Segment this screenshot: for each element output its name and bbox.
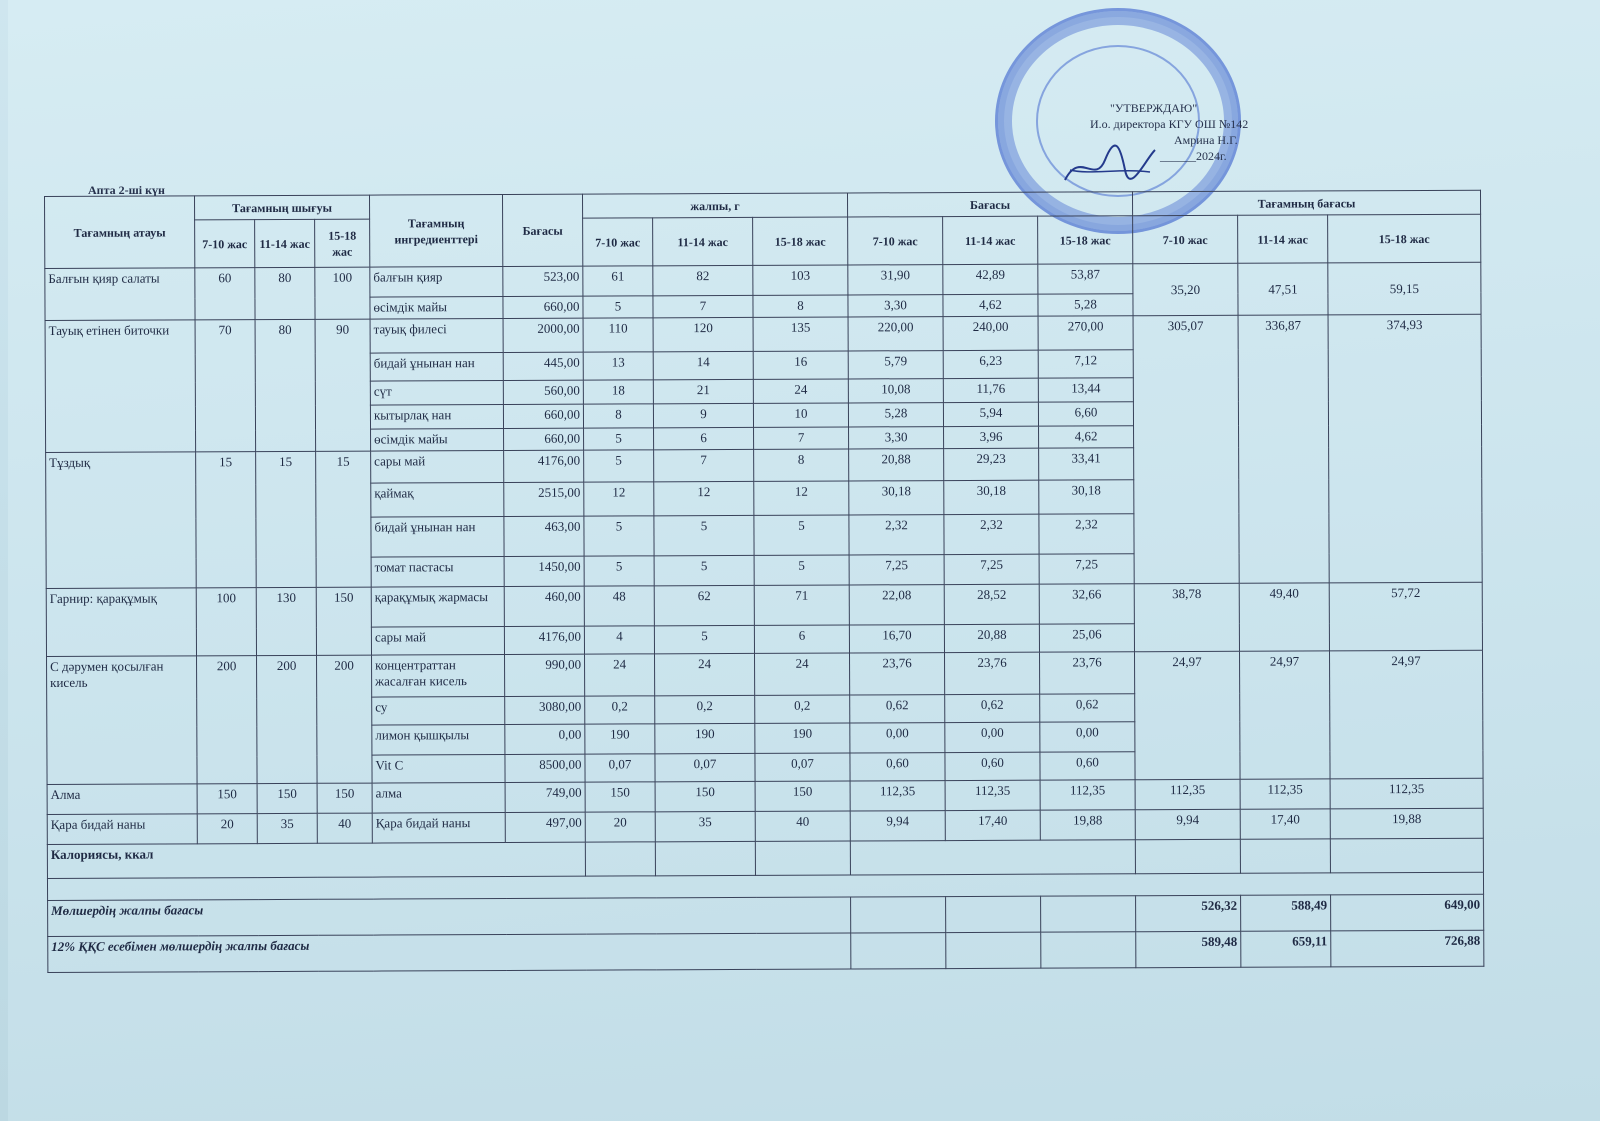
ingredient-cost: 7,25 — [1039, 554, 1134, 584]
dish-name: Балғын қияр салаты — [45, 268, 195, 321]
ingredient-cost: 0,62 — [945, 694, 1040, 722]
ingredient-name: сары май — [371, 626, 504, 655]
ingredient-cost: 5,79 — [848, 351, 943, 379]
ingredient-grams: 7 — [754, 427, 849, 449]
ingredient-grams: 150 — [655, 781, 755, 811]
dish-total: 112,35 — [1330, 778, 1483, 809]
ingredient-grams: 13 — [583, 352, 653, 380]
ingredient-cost: 0,62 — [850, 695, 945, 723]
dish-total: 17,40 — [1240, 809, 1330, 839]
ingredient-grams: 5 — [754, 555, 849, 585]
ingredient-grams: 62 — [654, 585, 754, 625]
ingredient-grams: 5 — [584, 556, 654, 586]
dish-output: 80 — [255, 267, 315, 319]
dish-output: 150 — [257, 783, 317, 813]
ingredient-cost: 270,00 — [1038, 316, 1133, 350]
table-row — [47, 650, 1483, 698]
ingredient-cost: 11,76 — [943, 378, 1038, 402]
vat-label: 12% ҚҚС есебімен мөлшердің жалпы бағасы — [48, 933, 851, 973]
ingredient-cost: 240,00 — [943, 316, 1038, 350]
calories-cell — [755, 841, 850, 875]
ingredient-grams: 71 — [754, 585, 849, 625]
ingredient-grams: 21 — [653, 379, 753, 403]
dish-output: 15 — [196, 452, 257, 588]
approval-name: Амрина Н.Г. — [1174, 133, 1238, 147]
ingredient-cost: 5,28 — [848, 403, 943, 427]
calories-cell — [1240, 839, 1330, 873]
ingredient-cost: 0,00 — [945, 722, 1040, 752]
ingredient-cost: 22,08 — [849, 585, 944, 625]
ingredient-grams: 0,07 — [655, 753, 755, 781]
ingredient-price: 990,00 — [505, 654, 585, 696]
table-row — [45, 314, 1481, 354]
ingredient-grams: 150 — [755, 781, 850, 811]
ingredient-name: су — [372, 696, 505, 725]
ingredient-grams: 18 — [583, 380, 653, 404]
total-blank — [1041, 896, 1136, 932]
dish-name: Тауық етінен биточки — [45, 320, 196, 453]
dish-output: 150 — [316, 587, 371, 655]
calories-cell — [850, 840, 1135, 875]
ingredient-grams: 12 — [754, 481, 849, 515]
ingredient-grams: 0,2 — [585, 696, 655, 724]
ingredient-cost: 0,00 — [850, 723, 945, 753]
ingredient-cost: 53,87 — [1038, 264, 1133, 294]
ingredient-grams: 24 — [655, 653, 755, 695]
ingredient-grams: 8 — [753, 295, 848, 317]
ingredient-price: 523,00 — [503, 266, 583, 296]
ingredient-grams: 190 — [755, 723, 850, 753]
ingredient-cost: 7,12 — [1038, 350, 1133, 378]
header-cost-age-3: 15-18 жас — [1038, 216, 1133, 264]
total-age-2: 588,49 — [1241, 895, 1331, 931]
ingredient-cost: 112,35 — [945, 780, 1040, 810]
header-output: Тағамның шығуы — [195, 195, 370, 220]
ingredient-cost: 31,90 — [848, 265, 943, 295]
ingredient-grams: 4 — [584, 626, 654, 654]
header-price: Бағасы — [502, 194, 582, 266]
dish-output: 100 — [315, 267, 370, 319]
calories-cell — [585, 842, 655, 876]
ingredient-price: 1450,00 — [504, 556, 584, 586]
header-net-age-2: 11-14 жас — [653, 217, 753, 265]
ingredient-grams: 5 — [584, 428, 654, 450]
ingredient-price: 460,00 — [504, 586, 584, 626]
ingredient-cost: 0,60 — [945, 752, 1040, 780]
dish-total: 35,20 — [1133, 263, 1238, 315]
ingredient-grams: 5 — [654, 625, 754, 653]
ingredient-cost: 23,76 — [945, 652, 1040, 694]
dish-name: С дәрумен қосылған кисель — [47, 656, 198, 785]
ingredient-cost: 6,23 — [943, 350, 1038, 378]
ingredient-grams: 5 — [584, 516, 654, 556]
ingredient-name: алма — [372, 782, 505, 813]
header-dish-age-2: 11-14 жас — [1238, 215, 1328, 263]
ingredient-name: Vit C — [372, 754, 505, 783]
dish-total: 24,97 — [1329, 650, 1483, 779]
ingredient-cost: 0,60 — [1040, 752, 1135, 780]
ingredient-cost: 0,00 — [1040, 722, 1135, 752]
dish-output: 200 — [257, 655, 318, 783]
dish-output: 100 — [196, 588, 256, 656]
dish-total: 57,72 — [1329, 582, 1482, 651]
ingredient-cost: 30,18 — [849, 481, 944, 515]
ingredient-grams: 190 — [585, 724, 655, 754]
ingredient-cost: 6,60 — [1038, 402, 1133, 426]
total-label: Мөлшердің жалпы бағасы — [48, 897, 851, 937]
ingredient-name: қаймақ — [371, 482, 504, 517]
header-net-age-3: 15-18 жас — [753, 217, 848, 265]
table-row — [45, 262, 1481, 298]
ingredient-grams: 14 — [653, 351, 753, 379]
vat-blank — [851, 933, 946, 969]
calories-cell — [1330, 838, 1483, 873]
approval-position: И.о. директора КГУ ОШ №142 — [1090, 117, 1249, 131]
ingredient-price: 8500,00 — [505, 754, 585, 782]
ingredient-grams: 0,2 — [655, 695, 755, 723]
ingredient-cost: 3,30 — [848, 295, 943, 317]
ingredient-price: 463,00 — [504, 516, 584, 556]
ingredient-cost: 0,60 — [850, 753, 945, 781]
ingredient-grams: 8 — [583, 404, 653, 428]
ingredient-cost: 13,44 — [1038, 378, 1133, 402]
dish-output: 20 — [197, 814, 257, 844]
ingredient-cost: 30,18 — [944, 480, 1039, 514]
dish-total: 24,97 — [1134, 651, 1240, 779]
vat-blank — [1041, 932, 1136, 968]
ingredient-grams: 135 — [753, 317, 848, 351]
ingredient-grams: 24 — [753, 379, 848, 403]
ingredient-cost: 23,76 — [850, 653, 945, 695]
ingredient-price: 445,00 — [503, 352, 583, 380]
ingredient-cost: 33,41 — [1039, 448, 1134, 480]
ingredient-cost: 112,35 — [850, 781, 945, 811]
vat-age-3: 726,88 — [1331, 930, 1484, 967]
ingredient-price: 660,00 — [503, 404, 583, 428]
vat-age-2: 659,11 — [1241, 931, 1331, 967]
dish-total: 59,15 — [1328, 262, 1481, 315]
ingredient-grams: 7 — [654, 449, 754, 481]
ingredient-name: тауық филесі — [370, 318, 503, 353]
header-dish-age-1: 7-10 жас — [1133, 215, 1238, 263]
dish-total: 112,35 — [1240, 779, 1330, 809]
ingredient-name: бидай ұнынан нан — [371, 516, 504, 557]
ingredient-price: 660,00 — [504, 428, 584, 450]
ingredient-name: лимон қышқылы — [372, 724, 505, 755]
dish-total: 336,87 — [1238, 315, 1329, 583]
ingredient-cost: 5,94 — [943, 402, 1038, 426]
dish-total: 49,40 — [1239, 583, 1329, 651]
calories-label: Калориясы, ккал — [47, 842, 585, 878]
ingredient-grams: 61 — [583, 266, 653, 296]
ingredient-cost: 10,08 — [848, 379, 943, 403]
ingredient-price: 0,00 — [505, 724, 585, 754]
ingredient-grams: 82 — [653, 265, 753, 295]
ingredient-name: сары май — [371, 450, 504, 483]
dish-name: Алма — [47, 784, 197, 815]
table-row — [46, 582, 1482, 628]
dish-total: 112,35 — [1135, 779, 1240, 809]
ingredient-cost: 25,06 — [1039, 624, 1134, 652]
vat-blank — [946, 932, 1041, 968]
total-age-3: 649,00 — [1331, 894, 1484, 931]
ingredient-cost: 20,88 — [849, 449, 944, 481]
ingredient-grams: 190 — [655, 723, 755, 753]
ingredient-cost: 3,96 — [944, 426, 1039, 448]
ingredient-cost: 30,18 — [1039, 480, 1134, 514]
ingredient-cost: 23,76 — [1039, 652, 1134, 694]
ingredient-cost: 220,00 — [848, 317, 943, 351]
ingredient-cost: 17,40 — [945, 810, 1040, 840]
ingredient-cost: 28,52 — [944, 584, 1039, 624]
ingredient-cost: 42,89 — [943, 264, 1038, 294]
menu-body — [45, 262, 1483, 844]
dish-output: 200 — [197, 656, 258, 784]
dish-total: 47,51 — [1238, 263, 1328, 315]
header-cost-age-2: 11-14 жас — [943, 216, 1038, 264]
vat-age-1: 589,48 — [1136, 931, 1241, 967]
ingredient-grams: 35 — [655, 811, 755, 841]
header-out-age-3: 15-18 жас — [315, 219, 370, 267]
dish-total: 24,97 — [1239, 651, 1330, 779]
ingredient-price: 3080,00 — [505, 696, 585, 724]
approval-title: "УТВЕРЖДАЮ" — [1110, 101, 1198, 115]
ingredient-price: 4176,00 — [504, 626, 584, 654]
total-age-1: 526,32 — [1136, 895, 1241, 931]
ingredient-price: 749,00 — [505, 782, 585, 812]
calories-cell — [1135, 839, 1240, 873]
ingredient-grams: 12 — [584, 482, 654, 516]
dish-output: 15 — [256, 451, 317, 587]
ingredient-grams: 48 — [584, 586, 654, 626]
ingredient-grams: 5 — [754, 515, 849, 555]
ingredient-cost: 4,62 — [943, 294, 1038, 316]
ingredient-price: 660,00 — [503, 296, 583, 318]
header-net-age-1: 7-10 жас — [583, 218, 653, 266]
header-cost: Бағасы — [847, 192, 1132, 217]
header-ingredients: Тағамның ингредиенттері — [369, 194, 502, 267]
header-out-age-1: 7-10 жас — [195, 220, 255, 268]
ingredient-name: Қара бидай наны — [372, 812, 505, 843]
ingredient-cost: 7,25 — [944, 554, 1039, 584]
ingredient-cost: 29,23 — [944, 448, 1039, 480]
header-dish-age-3: 15-18 жас — [1328, 214, 1481, 263]
dish-output: 150 — [317, 783, 372, 813]
header-net: жалпы, г — [582, 193, 847, 218]
ingredient-grams: 110 — [583, 318, 653, 352]
total-blank — [946, 896, 1041, 932]
header-out-age-2: 11-14 жас — [255, 219, 315, 267]
dish-output: 70 — [195, 320, 256, 452]
day-title: Апта 2-ші күн — [88, 183, 165, 197]
ingredient-grams: 9 — [653, 403, 753, 427]
ingredient-grams: 16 — [753, 351, 848, 379]
dish-name: Тұздық — [46, 452, 197, 589]
ingredient-grams: 10 — [753, 403, 848, 427]
dish-output: 15 — [316, 451, 372, 587]
approval-block — [1090, 100, 1330, 164]
ingredient-cost: 20,88 — [944, 624, 1039, 652]
dish-output: 35 — [257, 813, 317, 843]
ingredient-name: сүт — [370, 380, 503, 405]
dish-total: 9,94 — [1135, 809, 1240, 839]
ingredient-grams: 7 — [653, 295, 753, 317]
ingredient-cost: 0,62 — [1040, 694, 1135, 722]
ingredient-name: концентраттан жасалған кисель — [372, 654, 505, 697]
dish-total: 19,88 — [1330, 808, 1483, 839]
header-cost-age-1: 7-10 жас — [848, 217, 943, 265]
ingredient-grams: 5 — [654, 515, 754, 555]
dish-total: 374,93 — [1328, 314, 1482, 583]
ingredient-cost: 2,32 — [849, 515, 944, 555]
ingredient-grams: 150 — [585, 782, 655, 812]
ingredient-cost: 7,25 — [849, 555, 944, 585]
dish-total: 305,07 — [1133, 315, 1239, 583]
header-dish-name: Тағамның атауы — [45, 196, 195, 269]
ingredient-grams: 120 — [653, 317, 753, 351]
ingredient-cost: 32,66 — [1039, 584, 1134, 624]
ingredient-grams: 8 — [754, 449, 849, 481]
ingredient-cost: 5,28 — [1038, 294, 1133, 316]
total-blank — [851, 897, 946, 933]
dish-output: 80 — [255, 319, 316, 451]
dish-output: 130 — [256, 587, 316, 655]
ingredient-grams: 20 — [585, 812, 655, 842]
ingredient-name: қарақұмық жармасы — [371, 586, 504, 627]
ingredient-price: 2000,00 — [503, 318, 583, 352]
ingredient-cost: 19,88 — [1040, 810, 1135, 840]
ingredient-name: кытырлақ нан — [370, 404, 503, 429]
dish-name: Гарнир: қарақұмық — [46, 588, 196, 657]
ingredient-price: 497,00 — [505, 812, 585, 842]
ingredient-name: өсімдік майы — [370, 296, 503, 319]
ingredient-grams: 5 — [654, 555, 754, 585]
approval-date: ______2024г. — [1160, 149, 1227, 163]
ingredient-price: 560,00 — [503, 380, 583, 404]
ingredient-cost: 4,62 — [1039, 426, 1134, 448]
ingredient-cost: 16,70 — [849, 625, 944, 653]
menu-table — [44, 190, 1484, 973]
calories-cell — [655, 841, 755, 875]
ingredient-grams: 40 — [755, 811, 850, 841]
ingredient-price: 4176,00 — [504, 450, 584, 482]
dish-output: 60 — [195, 268, 255, 320]
ingredient-grams: 103 — [753, 265, 848, 295]
ingredient-grams: 5 — [584, 450, 654, 482]
ingredient-cost: 3,30 — [849, 427, 944, 449]
ingredient-grams: 0,07 — [755, 753, 850, 781]
ingredient-name: балғын қияр — [370, 266, 503, 297]
ingredient-grams: 5 — [583, 296, 653, 318]
ingredient-cost: 112,35 — [1040, 780, 1135, 810]
ingredient-name: томат пастасы — [371, 556, 504, 587]
ingredient-name: бидай ұнынан нан — [370, 352, 503, 381]
ingredient-cost: 2,32 — [1039, 514, 1134, 554]
ingredient-price: 2515,00 — [504, 482, 584, 516]
header-dish-cost: Тағамның бағасы — [1132, 190, 1480, 216]
dish-total: 38,78 — [1134, 583, 1239, 651]
ingredient-grams: 6 — [754, 625, 849, 653]
ingredient-grams: 6 — [654, 427, 754, 449]
dish-name: Қара бидай наны — [47, 814, 197, 845]
ingredient-name: өсімдік майы — [371, 428, 504, 451]
dish-output: 40 — [317, 813, 372, 843]
ingredient-grams: 0,07 — [585, 754, 655, 782]
dish-output: 200 — [317, 655, 373, 783]
ingredient-grams: 12 — [654, 481, 754, 515]
ingredient-grams: 24 — [755, 653, 850, 695]
ingredient-grams: 0,2 — [755, 695, 850, 723]
dish-output: 90 — [315, 319, 371, 451]
ingredient-cost: 2,32 — [944, 514, 1039, 554]
ingredient-grams: 24 — [585, 654, 655, 696]
ingredient-cost: 9,94 — [850, 811, 945, 841]
dish-output: 150 — [197, 784, 257, 814]
